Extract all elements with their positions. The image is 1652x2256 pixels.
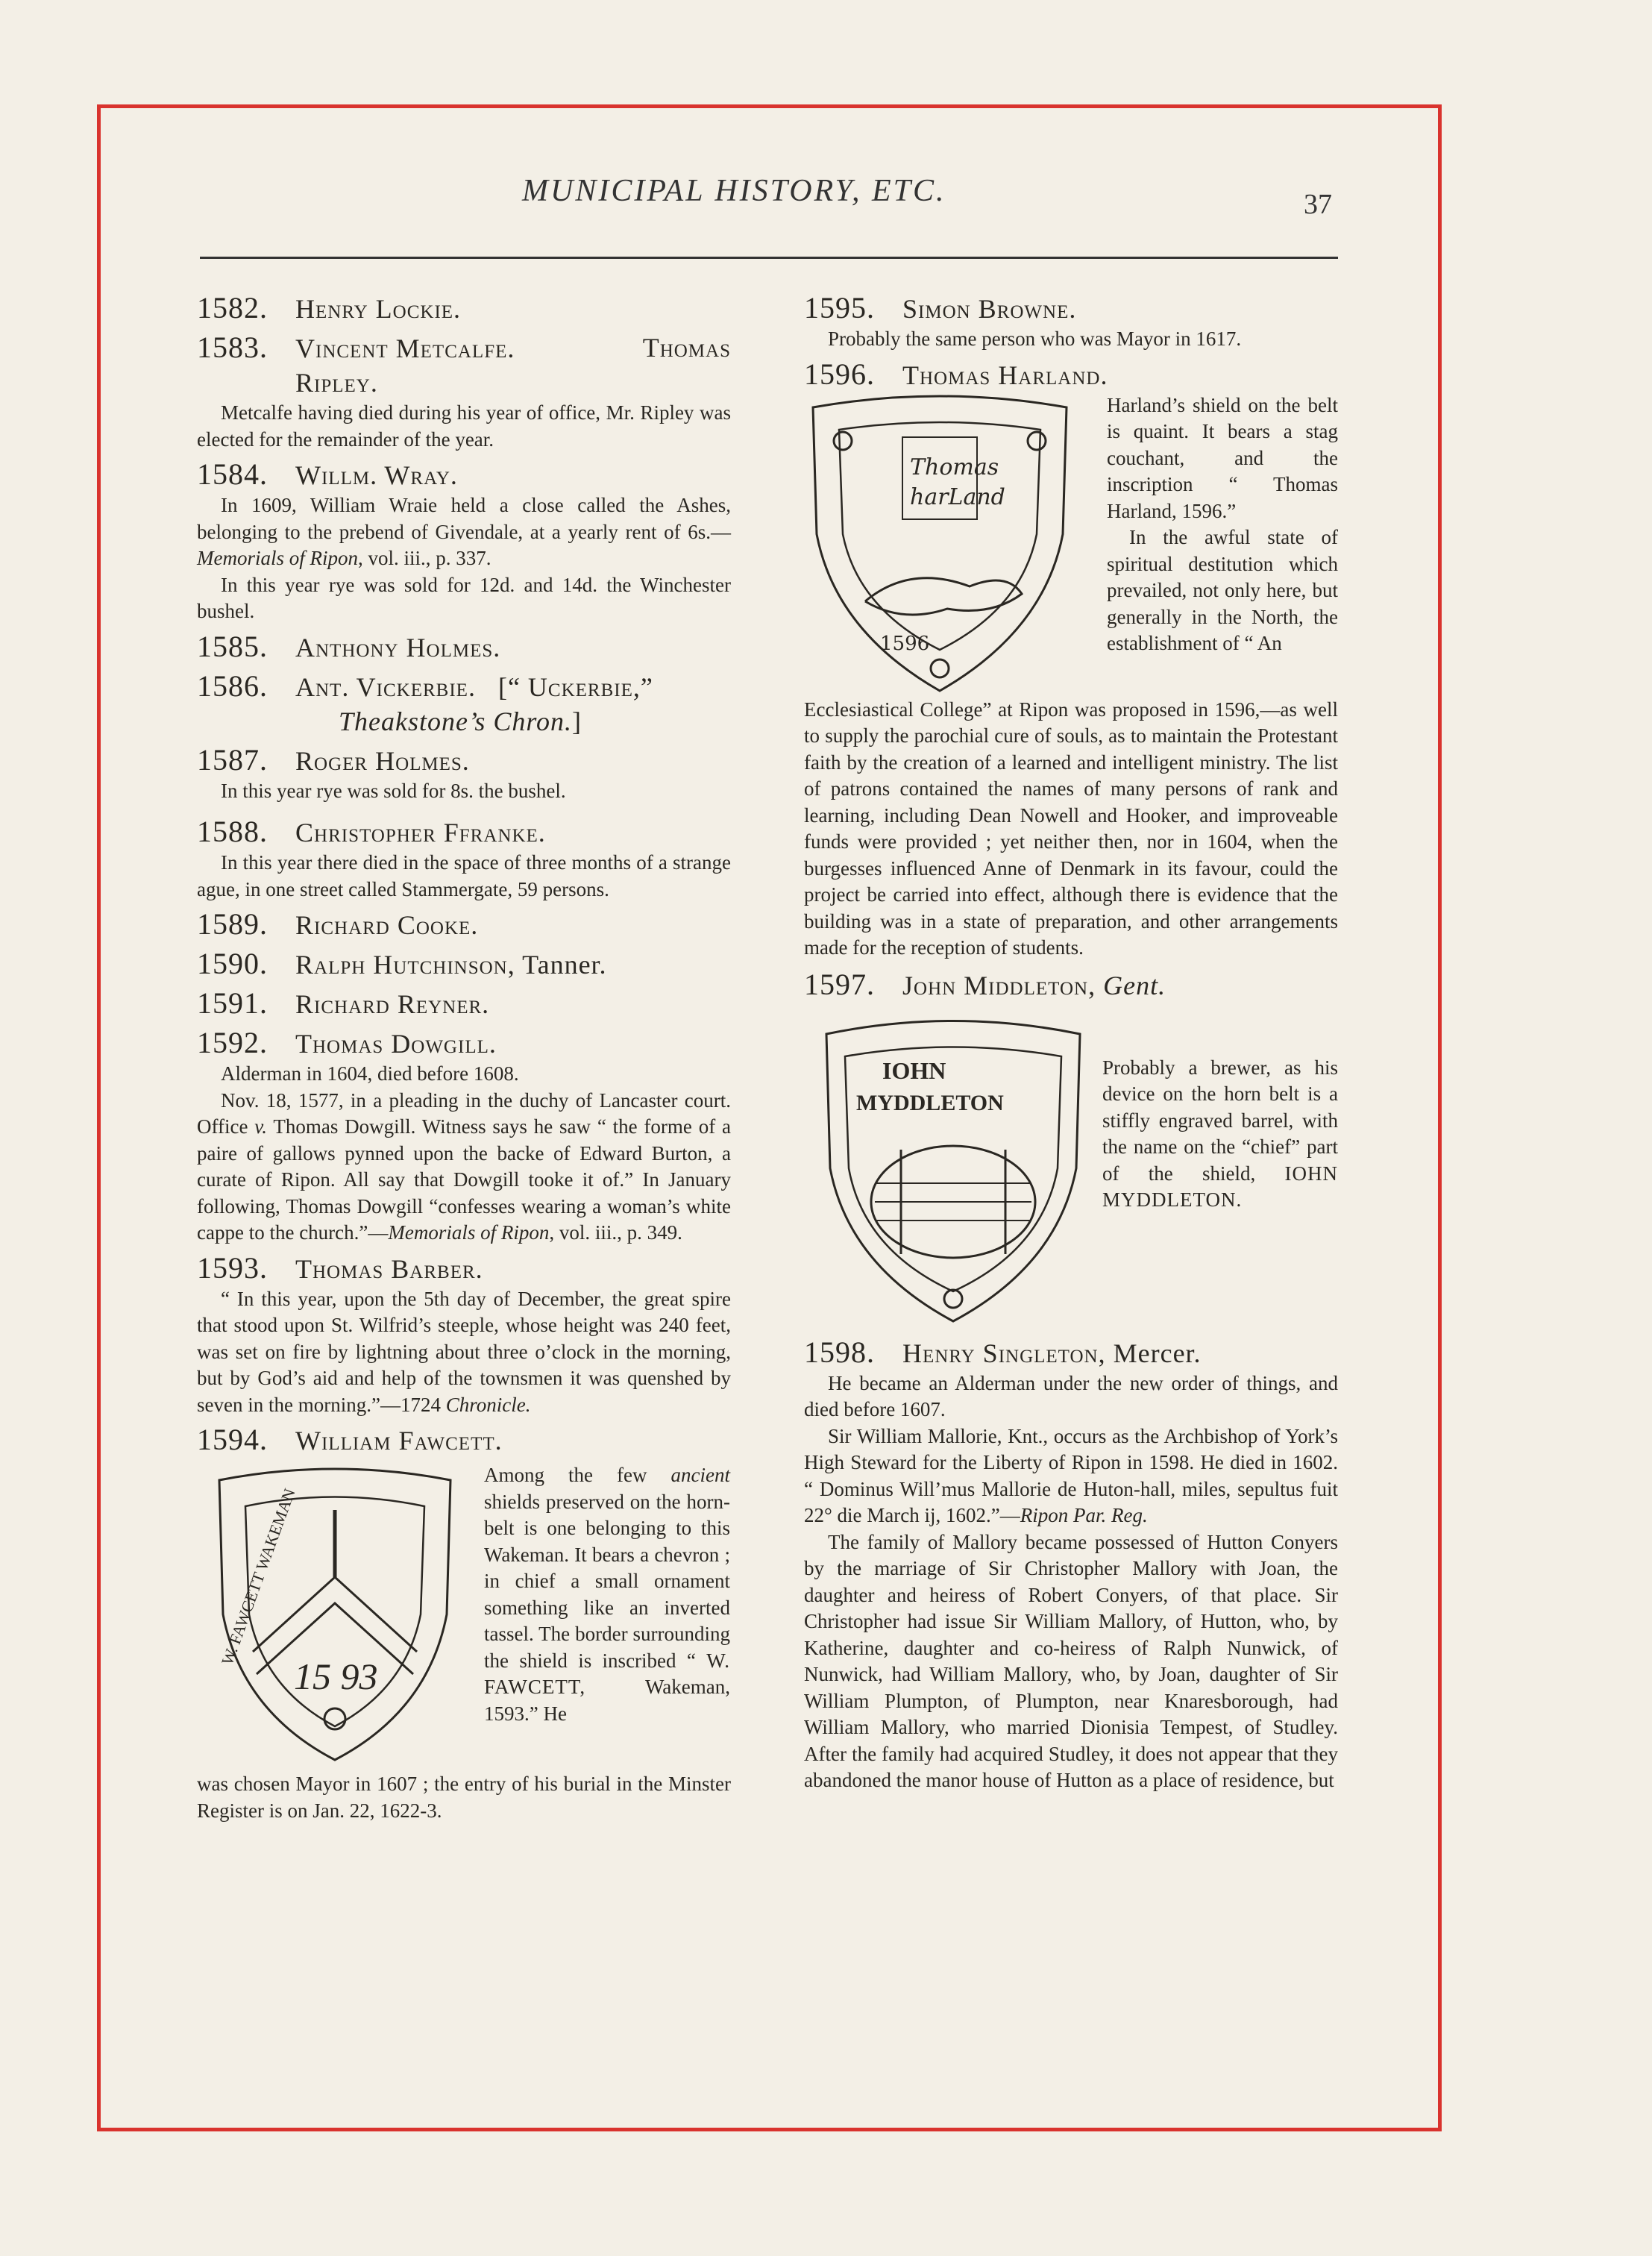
page-number: 37 [1304,189,1332,220]
mayor-name: Thomas Harland. [902,360,1108,390]
mayor-name: Simon Browne. [902,294,1077,324]
mayor-name: Vincent Metcalfe. [295,333,515,363]
right-column [804,291,1338,1799]
entry-year: 1598. [804,1335,875,1369]
entry-note: Metcalfe having died during his year of office, Mr. Ripley was elected for the remainder of the year. [197,401,731,451]
fawcett-shield-illustration [204,1465,465,1764]
header-rule [200,257,1338,259]
entry-1585 [197,630,731,665]
entry-1582 [197,291,731,326]
fawcett-block [197,1458,731,1771]
source-title: Theakstone’s Chron. [339,706,573,736]
mayor-name: Thomas Dowgill. [295,1029,497,1059]
svg-text:1596: 1596 [880,632,930,655]
entry-year: 1593. [197,1250,268,1285]
entry-year: 1586. [197,668,268,703]
entry-year: 1588. [197,815,268,848]
entry-1588 [197,815,731,903]
entry-year: 1591. [197,986,268,1020]
mayor-name: Anthony Holmes. [295,632,501,662]
mayor-name-2: Thomas [642,333,731,363]
mayor-name: Willm. Wray. [295,460,458,490]
svg-text:IOHN: IOHN [882,1056,946,1084]
entry-note-2: Nov. 18, 1577, in a pleading in the duchy of Lancaster court. Office v. Thomas Dowgill. Witness says he saw “ the forme of a paire of gallows pynned upon the backe of Edward Burton, a curate of Ripon. All say that Dowgill tooke it of.” In January following, Thomas Dowgill “confesses wearing a woman’s white cappe to the church.”—Memorials of Ripon, vol. iii., p. 349. [197,1088,731,1244]
entry-year: 1582. [197,291,268,325]
entry-note: “ In this year, upon the 5th day of December, the great spire that stood upon St. Wilfrid’s steeple, whose height was 240 feet, was set on fire by lightning about three o’clock in the morning, but by God’s aid and help of the townsmen it was quenshed by seven in the morning.”—1724 Chronicle. [197,1287,731,1416]
mayor-name: William Fawcett. [295,1426,503,1456]
entry-year: 1594. [197,1423,268,1456]
entry-1589 [197,907,731,942]
entry-note: In 1609, William Wraie held a close called the Ashes, belonging to the prebend of Givendale, at a yearly rent of 6s.—Memorials of Ripon, vol. iii., p. 337. [197,494,731,569]
entry-note: He became an Alderman under the new order of things, and died before 1607. [804,1371,1338,1420]
running-head: MUNICIPAL HISTORY, ETC. [522,174,946,208]
harland-text: Harland’s shield on the belt is quaint. It bears a stag couchant, and the inscription “ Thomas Harland, 1596.” [1107,393,1338,522]
fawcett-description: Among the few ancient shields preserved on the horn-belt is one belonging to this Wakeman. It bears a chevron ; in chief a small ornament something like an inverted tassel. The border surrounding the shield is inscribed “ W. FAWCETT, Wakeman, 1593.” He [484,1464,730,1725]
harland-description [1107,392,1338,657]
mayor-name: John Middleton, [902,970,1096,1000]
entry-1591 [197,986,731,1021]
entry-1594 [197,1423,731,1824]
svg-text:MYDDLETON: MYDDLETON [856,1090,1004,1115]
svg-text:Thomas: Thomas [910,454,999,480]
entry-year: 1583. [197,330,268,364]
entry-note: In this year rye was sold for 8s. the bushel. [221,779,566,802]
entry-year: 1585. [197,629,268,663]
middleton-block [804,1003,1338,1331]
harland-shield-illustration [798,392,1081,695]
mayor-name: Richard Reyner. [295,989,490,1019]
entry-year: 1587. [197,742,268,777]
entry-note-3: The family of Mallory became possessed of Hutton Conyers by the marriage of Sir Christopher Mallory with Joan, the daughter and heiress of Robert Conyers, of that place. Sir Christopher had issue Sir William Mallory, of Hutton, who, by Katherine, daughter and co-heiress of Ralph Nunwick, of Nunwick, had William Mallory, who, by Joan, daughter of Sir William Plumpton, of Plumpton, near Knaresborough, had William Mallory, who married Dionisia Tempest, of Studley. After the family had acquired Studley, it does not appear that they abandoned the manor house of Hutton as a place of residence, but [804,1530,1338,1791]
left-column [197,291,731,1829]
harland-block [804,392,1338,697]
entry-1592 [197,1026,731,1247]
entry-note: Ecclesiastical College” at Ripon was proposed in 1596,—as well to supply the parochial cure of souls, as to maintain the Protestant faith by the creation of a learned and intelligent ministry. The list of patrons contained the names of many persons of rank and learning, including Dean Nowell and Hooker, and improveable funds were provided ; yet neither then, nor in 1604, when the burgesses influenced Anne of Denmark in its favour, could the project be carried into effect, although there is evidence that the building was in a state of preparation, and other arrangements made for the reception of students. [804,698,1338,959]
entry-note: was chosen Mayor in 1607 ; the entry of his burial in the Minster Register is on Jan. 22, 1622-3. [197,1773,731,1822]
entry-1593 [197,1251,731,1419]
entry-year: 1596. [804,357,875,391]
alt-name: [“ Uckerbie,” [497,671,653,702]
entry-1587 [197,743,731,805]
entry-1596 [804,357,1338,962]
svg-text:W. FAWCETT WAKEMAN: W. FAWCETT WAKEMAN [217,1485,299,1668]
harland-text-2: In the awful state of spiritual destitution which prevailed, not only here, but generally in the North, the establishment of “ An [1107,526,1338,654]
entry-year: 1584. [197,457,268,491]
mayor-name: Ant. Vickerbie. [295,671,476,702]
mayor-name: Henry Lockie. [295,294,462,324]
mayor-name: Roger Holmes. [295,745,470,776]
mayor-name: Richard Cooke. [295,910,479,940]
entry-note-2: In this year rye was sold for 12d. and 14d. the Winchester bushel. [197,573,731,622]
svg-text:harLand: harLand [910,483,1005,510]
entry-note: Probably the same person who was Mayor in 1617. [828,328,1242,350]
mayor-name: Ralph Hutchinson, [295,950,515,980]
entry-1583 [197,330,731,453]
entry-1598 [804,1335,1338,1794]
entry-note-2: Sir William Mallorie, Knt., occurs as the Archbishop of York’s High Steward for the Liberty of Ripon in 1598. He died in 1602. “ Dominus Will’mus Mallorie de Huton-hall, miles, sepultus fuit 22° die March ij, 1602.”—Ripon Par. Reg. [804,1424,1338,1526]
mayor-name-3: Ripley. [295,368,378,398]
entry-1597 [804,968,1338,1331]
entry-year: 1592. [197,1026,268,1059]
entry-1584 [197,457,731,625]
entry-year: 1595. [804,291,875,325]
entry-year: 1597. [804,967,875,1001]
mayor-name: Christopher Ffranke. [295,818,546,847]
trade: Mercer. [1113,1338,1202,1368]
entry-year: 1589. [197,907,268,941]
title: Gent. [1103,970,1166,1000]
entry-note: In this year there died in the space of three months of a strange ague, in one street called Stammergate, 59 persons. [197,851,731,900]
svg-text:15 93: 15 93 [294,1655,378,1697]
mayor-name: Henry Singleton, [902,1338,1106,1368]
entry-note: Alderman in 1604, died before 1608. [221,1062,519,1085]
entry-year: 1590. [197,947,268,980]
bracket: ] [572,706,582,736]
middleton-description: Probably a brewer, as his device on the horn belt is a stiffly engraved barrel, with the name on the “chief” part of the shield, IOHN MYDDLETON. [1102,1056,1338,1211]
entry-1590 [197,947,731,982]
trade: Tanner. [522,950,607,980]
middleton-shield-illustration [811,1012,1095,1325]
entry-1586 [197,669,731,739]
mayor-name: Thomas Barber. [295,1253,483,1284]
entry-1595 [804,291,1338,353]
